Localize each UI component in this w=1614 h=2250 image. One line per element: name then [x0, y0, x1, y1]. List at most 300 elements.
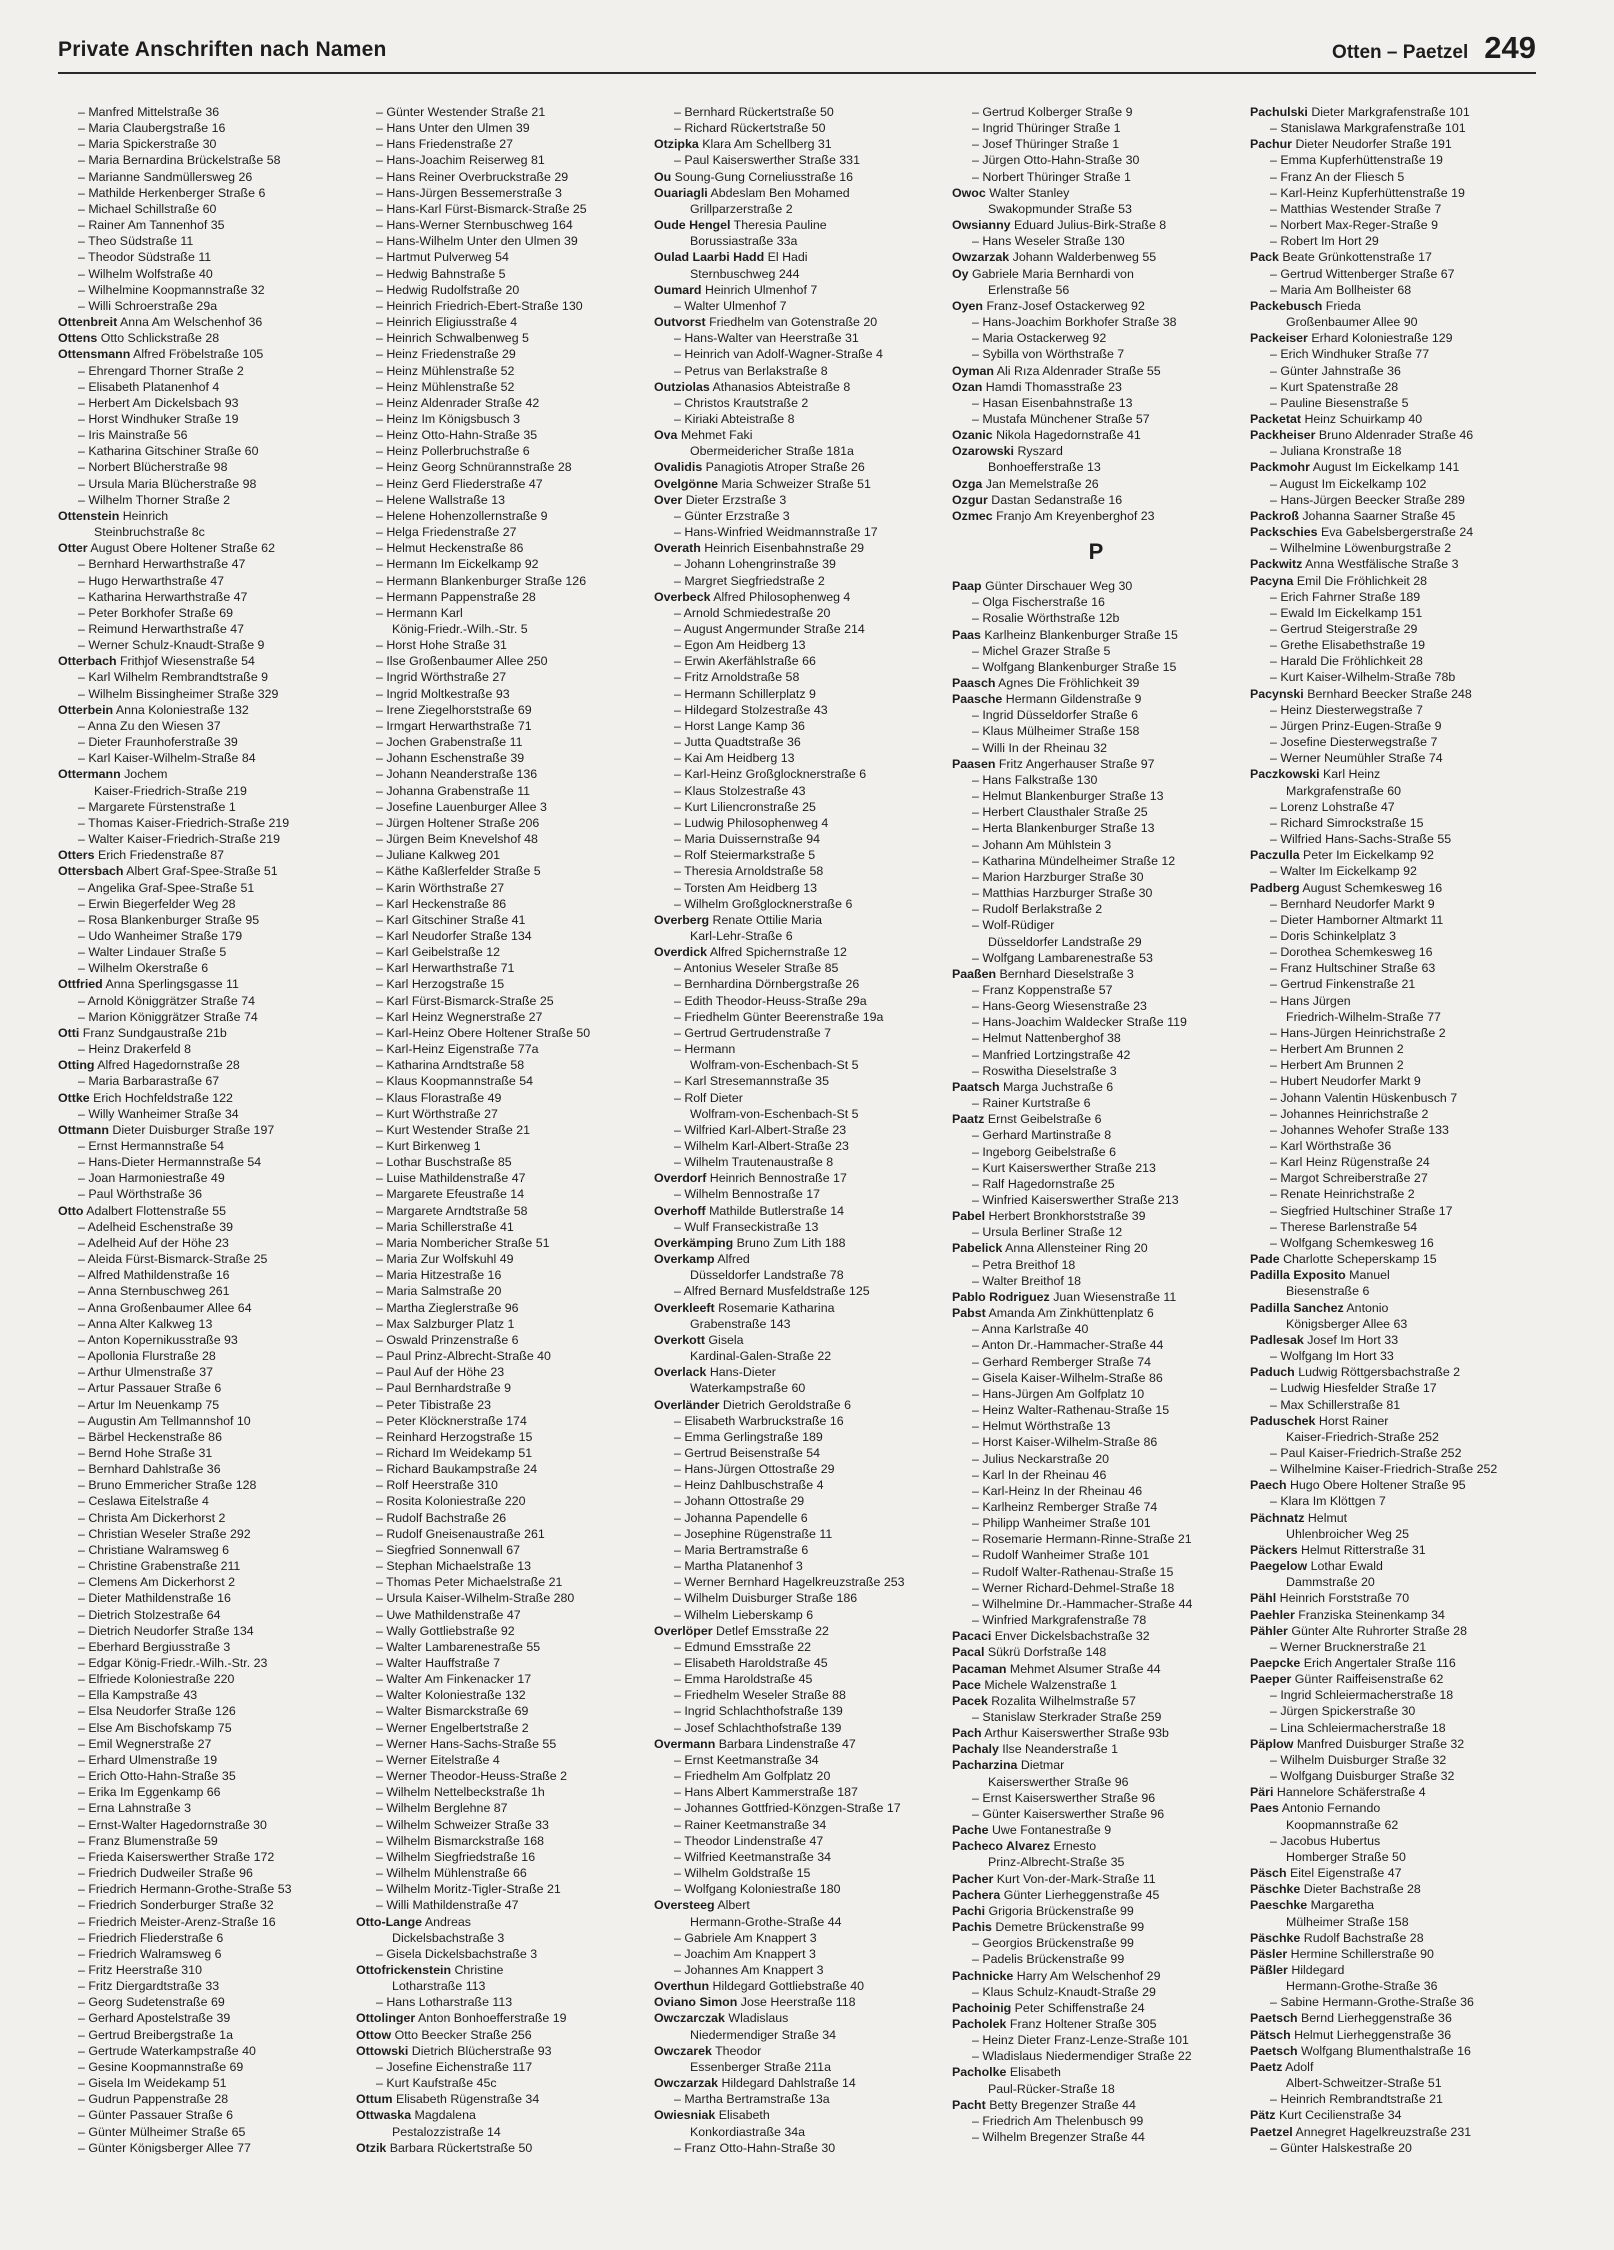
surname: Ouariagli	[654, 185, 708, 200]
entry-text: Friedrich Dudweiler Straße 96	[88, 1866, 253, 1881]
entry-text: Herbert Am Dickelsbach 93	[88, 395, 239, 410]
sub-entry	[654, 363, 942, 379]
sub-entry	[356, 653, 644, 669]
surname: Overkamp	[654, 1252, 715, 1267]
surname-entry	[58, 1057, 346, 1073]
surname: Paap	[952, 579, 982, 594]
entry-text: Hans-Georg Wiesenstraße 23	[982, 999, 1147, 1014]
surname-entry	[952, 1968, 1240, 1984]
sub-entry	[356, 1300, 644, 1316]
sub-entry	[58, 249, 346, 265]
sub-entry	[654, 799, 942, 815]
sub-entry	[1250, 815, 1538, 831]
entry-text: Mehmet Alsumer Straße 44	[1009, 1661, 1161, 1676]
entry-text: Waterkampstraße 60	[690, 1381, 806, 1396]
entry-text: Anton Bonhoefferstraße 19	[417, 2011, 567, 2026]
surname-entry	[952, 217, 1240, 233]
entry-text: Wilhelmine Dr.-Hammacher-Straße 44	[982, 1596, 1193, 1611]
surname: Päplow	[1250, 1736, 1294, 1751]
entry-text: Werner Schulz-Knaudt-Straße 9	[88, 638, 265, 653]
entry-text: Johannes Heinrichstraße 2	[1280, 1106, 1429, 1121]
sub-entry	[58, 1817, 346, 1833]
entry-text: Martha Bertramstraße 13a	[684, 2092, 830, 2107]
entry-text: Pauline Biesenstraße 5	[1280, 395, 1409, 410]
entry-text: Karl-Lehr-Straße 6	[690, 928, 793, 943]
surname: Paduch	[1250, 1365, 1295, 1380]
entry-text: Peter Tibistraße 23	[386, 1397, 492, 1412]
entry-text: Werner Neumühler Straße 74	[1280, 751, 1443, 766]
entry-text: Königsberger Allee 63	[1286, 1316, 1408, 1331]
entry-text: Wilfried Karl-Albert-Straße 23	[684, 1122, 847, 1137]
entry-text: Heinrich Friedrich-Ebert-Straße 130	[386, 298, 583, 313]
sub-entry	[654, 831, 942, 847]
surname: Pätsch	[1250, 2027, 1291, 2042]
sub-entry	[356, 976, 644, 992]
entry-text: Kaiser-Friedrich-Straße 219	[94, 783, 247, 798]
sub-entry	[952, 1806, 1240, 1822]
surname: Ottow	[356, 2027, 392, 2042]
page-number: 249	[1484, 30, 1536, 65]
entry-text: Kurt Kaiser-Wilhelm-Straße 78b	[1280, 670, 1456, 685]
sub-entry	[356, 1720, 644, 1736]
surname: Pacal	[952, 1645, 985, 1660]
sub-entry	[1250, 363, 1538, 379]
sub-entry	[654, 605, 942, 621]
sub-entry	[356, 1558, 644, 1574]
sub-entry	[356, 1138, 644, 1154]
entry-text: Heinrich Schwalbenweg 5	[386, 331, 529, 346]
entry-text: Michael Schillstraße 60	[88, 201, 217, 216]
sub-entry	[58, 1865, 346, 1881]
entry-text: Gertrud Beisenstraße 54	[684, 1445, 821, 1460]
entry-text: Dieter Erzstraße 3	[685, 492, 787, 507]
entry-text: Margarete Arndtstraße 58	[386, 1203, 528, 1218]
sub-entry	[58, 379, 346, 395]
entry-text: Friedhelm Günter Beerenstraße 19a	[684, 1009, 884, 1024]
sub-entry	[58, 1639, 346, 1655]
entry-text: Karl Heinz	[1323, 767, 1381, 782]
entry-text: Günter Lierheggenstraße 45	[1003, 1887, 1160, 1902]
sub-entry	[58, 2140, 346, 2156]
entry-text: Alfred	[717, 1252, 750, 1267]
entry-text: Anna Westfälische Straße 3	[1305, 557, 1459, 572]
sub-entry	[952, 707, 1240, 723]
sub-entry	[1250, 379, 1538, 395]
sub-entry	[58, 1752, 346, 1768]
surname: Ottum	[356, 2092, 393, 2107]
sub-entry	[58, 1930, 346, 1946]
sub-entry	[952, 1047, 1240, 1063]
entry-text: Johann Neanderstraße 136	[386, 767, 538, 782]
entry-text: Juliana Kronstraße 18	[1280, 444, 1402, 459]
sub-entry	[58, 2124, 346, 2140]
entry-text: Ilse Großenbaumer Allee 250	[386, 654, 548, 669]
entry-text: Annegret Hagelkreuzstraße 231	[1295, 2124, 1472, 2139]
sub-entry	[654, 152, 942, 168]
sub-entry	[356, 1090, 644, 1106]
address-continuation	[1250, 1526, 1538, 1542]
entry-text: Dieter Mathildenstraße 16	[88, 1591, 231, 1606]
sub-entry	[356, 1510, 644, 1526]
entry-text: Ceslawa Eitelstraße 4	[88, 1494, 209, 1509]
entry-text: Wilhelm Siegfriedstraße 16	[386, 1849, 536, 1864]
entry-text: Johann Valentin Hüskenbusch 7	[1280, 1090, 1458, 1105]
sub-entry	[58, 1219, 346, 1235]
address-continuation	[654, 266, 942, 282]
entry-text: Hans-Joachim Borkhofer Straße 38	[982, 315, 1177, 330]
surname-entry	[1250, 1251, 1538, 1267]
sub-entry	[58, 2091, 346, 2107]
entry-text: Roswitha Dieselstraße 3	[982, 1063, 1117, 1078]
sub-entry	[952, 2129, 1240, 2145]
entry-text: Anna Allensteiner Ring 20	[1005, 1241, 1148, 1256]
surname-entry	[1250, 136, 1538, 152]
sub-entry	[58, 1978, 346, 1994]
entry-text: Markgrafenstraße 60	[1286, 783, 1402, 798]
sub-entry	[654, 1526, 942, 1542]
entry-text: Uwe Fontanestraße 9	[991, 1823, 1112, 1838]
entry-text: Günter Alte Ruhrorter Straße 28	[1291, 1623, 1467, 1638]
sub-entry	[58, 282, 346, 298]
entry-text: Karl In der Rheinau 46	[982, 1467, 1107, 1482]
sub-entry	[1250, 960, 1538, 976]
surname: Otto	[58, 1203, 84, 1218]
surname: Owsianny	[952, 218, 1011, 233]
sub-entry	[1250, 266, 1538, 282]
surname-entry	[654, 427, 942, 443]
sub-entry	[356, 993, 644, 1009]
entry-text: Matthias Harzburger Straße 30	[982, 886, 1153, 901]
surname-entry	[1250, 766, 1538, 782]
entry-text: Steinbruchstraße 8c	[94, 525, 205, 540]
entry-text: Walter Ulmenhof 7	[684, 298, 787, 313]
entry-text: Gesine Koopmannstraße 69	[88, 2059, 244, 2074]
entry-text: Emma Gerlingstraße 189	[684, 1429, 823, 1444]
entry-text: Maria Schweizer Straße 51	[721, 476, 871, 491]
surname-entry	[952, 1903, 1240, 1919]
sub-entry	[356, 104, 644, 120]
entry-text: Jan Memelstraße 26	[985, 476, 1099, 491]
sub-entry	[58, 799, 346, 815]
sub-entry	[356, 1736, 644, 1752]
entry-text: Agnes Die Fröhlichkeit 39	[998, 676, 1140, 690]
surname: Ottmann	[58, 1122, 109, 1137]
sub-entry	[58, 1364, 346, 1380]
surname-entry	[654, 492, 942, 508]
entry-text: Paul Prinz-Albrecht-Straße 40	[386, 1349, 551, 1364]
sub-entry	[654, 1542, 942, 1558]
surname-entry	[952, 508, 1240, 524]
surname-entry	[1250, 2107, 1538, 2123]
surname: Packroß	[1250, 508, 1299, 523]
address-continuation	[654, 443, 942, 459]
entry-text: Nikola Hagedornstraße 41	[996, 428, 1141, 443]
surname: Ozga	[952, 476, 983, 491]
sub-entry	[952, 152, 1240, 168]
entry-text: Iris Mainstraße 56	[88, 428, 188, 443]
surname-entry	[1250, 1865, 1538, 1881]
sub-entry	[654, 847, 942, 863]
entry-text: Wilhelm Duisburger Straße 32	[1280, 1752, 1447, 1767]
entry-text: Albert	[717, 1898, 750, 1913]
address-continuation	[654, 2124, 942, 2140]
entry-text: Artur Im Neuenkamp 75	[87, 1397, 220, 1412]
sub-entry	[356, 169, 644, 185]
entry-text: Ewald Im Eickelkamp 151	[1280, 605, 1423, 620]
entry-text: Dietrich Neudorfer Straße 134	[88, 1623, 254, 1638]
address-continuation	[654, 1380, 942, 1396]
sub-entry	[58, 1526, 346, 1542]
entry-text: Manfried Lortzingstraße 42	[982, 1047, 1131, 1062]
entry-text: Wolfgang Lambarenestraße 53	[982, 950, 1153, 965]
surname-entry	[654, 1300, 942, 1316]
surname: Packschies	[1250, 525, 1318, 540]
surname-entry	[952, 1079, 1240, 1095]
surname-entry	[952, 1240, 1240, 1256]
entry-text: Hans-Karl Fürst-Bismarck-Straße 25	[386, 201, 587, 216]
sub-entry	[356, 1493, 644, 1509]
sub-entry	[1250, 928, 1538, 944]
entry-text: Wilhelm Berglehne 87	[386, 1801, 508, 1816]
entry-text: Christine	[454, 1962, 504, 1977]
entry-text: Hermine Schillerstraße 90	[1290, 1946, 1434, 1961]
sub-entry	[1250, 476, 1538, 492]
sub-entry	[58, 120, 346, 136]
entry-text: Ludwig Philosophenweg 4	[684, 815, 829, 830]
sub-entry	[356, 282, 644, 298]
surname-entry	[952, 691, 1240, 707]
surname: Padilla Sanchez	[1250, 1300, 1344, 1315]
surname: Pabst	[952, 1306, 986, 1321]
entry-text: Johanna Grabenstraße 11	[386, 783, 531, 798]
surname-entry	[654, 1203, 942, 1219]
entry-text: Bonhoefferstraße 13	[988, 460, 1101, 475]
sub-entry	[1250, 750, 1538, 766]
entry-text: Lothar Buschstraße 85	[386, 1155, 512, 1170]
surname-entry	[654, 185, 942, 201]
entry-text: Irmgart Herwarthstraße 71	[386, 718, 532, 733]
entry-text: Borussiastraße 33a	[690, 234, 798, 249]
entry-text: Elisabeth Haroldstraße 45	[684, 1656, 828, 1670]
entry-text: Marga Juchstraße 6	[1002, 1079, 1114, 1094]
entry-text: Rudolf Bachstraße 28	[1303, 1930, 1424, 1945]
entry-text: Ludwig Hiesfelder Straße 17	[1280, 1381, 1437, 1396]
surname: Ozmec	[952, 508, 993, 523]
entry-text: Ingrid Düsseldorfer Straße 6	[982, 708, 1138, 723]
address-continuation	[654, 233, 942, 249]
sub-entry	[58, 993, 346, 1009]
entry-text: Manfred Mittelstraße 36	[88, 105, 220, 119]
sub-entry	[1250, 1348, 1538, 1364]
surname: Pachis	[952, 1920, 992, 1935]
entry-text: Günter Raiffeisenstraße 62	[1294, 1672, 1444, 1687]
sub-entry	[356, 492, 644, 508]
entry-text: Grabenstraße 143	[690, 1316, 791, 1331]
surname-entry	[58, 976, 346, 992]
entry-text: Mathilde Herkenberger Straße 6	[88, 185, 266, 200]
sub-entry	[58, 169, 346, 185]
surname-entry	[654, 249, 942, 265]
entry-text: Friedhelm van Gotenstraße 20	[709, 315, 878, 330]
address-continuation	[1250, 1914, 1538, 1930]
surname: Pacht	[952, 2097, 986, 2112]
sub-entry	[654, 1510, 942, 1526]
address-continuation	[356, 1978, 644, 1994]
sub-entry	[356, 1671, 644, 1687]
sub-entry	[356, 346, 644, 362]
surname: Päsler	[1250, 1946, 1288, 1961]
surname-entry	[1250, 2043, 1538, 2059]
sub-entry	[1250, 233, 1538, 249]
surname-entry	[1250, 1300, 1538, 1316]
sub-entry	[356, 1186, 644, 1202]
surname: Ottermann	[58, 767, 121, 782]
entry-text: Horst Hohe Straße 31	[386, 638, 507, 653]
entry-text: Anna Karlstraße 40	[981, 1322, 1089, 1337]
entry-text: Eduard Julius-Birk-Straße 8	[1013, 218, 1167, 233]
surname-entry	[654, 589, 942, 605]
surname-entry	[952, 756, 1240, 772]
sub-entry	[1250, 1380, 1538, 1396]
sub-entry	[654, 1720, 942, 1736]
address-continuation	[1250, 1283, 1538, 1299]
sub-entry	[1250, 1219, 1538, 1235]
entry-text: Hans-Jürgen Ottostraße 29	[684, 1462, 835, 1477]
entry-text: Else Am Bischofskamp 75	[88, 1720, 232, 1735]
sub-entry	[58, 476, 346, 492]
sub-entry	[356, 605, 644, 621]
address-continuation	[1250, 783, 1538, 799]
entry-text: Emma Haroldstraße 45	[684, 1672, 813, 1687]
entry-text: Christos Krautstraße 2	[684, 395, 809, 410]
entry-text: Hans Weseler Straße 130	[982, 234, 1125, 249]
sub-entry	[654, 1607, 942, 1623]
entry-text: Adelheid Auf der Höhe 23	[87, 1235, 229, 1250]
sub-entry	[952, 1370, 1240, 1386]
surname-entry	[654, 217, 942, 233]
sub-entry	[654, 783, 942, 799]
entry-text: Josefine Eichenstraße 117	[386, 2059, 533, 2074]
sub-entry	[654, 556, 942, 572]
sub-entry	[356, 427, 644, 443]
entry-text: Stanislawa Markgrafenstraße 101	[1280, 121, 1466, 136]
entry-text: Franz-Josef Ostackerweg 92	[986, 298, 1145, 313]
entry-text: Karl Wörthstraße 36	[1280, 1139, 1392, 1153]
sub-entry	[654, 330, 942, 346]
surname: Overberg	[654, 912, 710, 927]
sub-entry	[58, 928, 346, 944]
sub-entry	[58, 492, 346, 508]
surname-entry	[58, 863, 346, 879]
sub-entry	[58, 734, 346, 750]
sub-entry	[1250, 1833, 1538, 1849]
sub-entry	[58, 1800, 346, 1816]
sub-entry	[1250, 1703, 1538, 1719]
entry-text: Barbara Lindenstraße 47	[718, 1736, 856, 1751]
surname: Ozgur	[952, 492, 988, 507]
entry-text: Helene Wallstraße 13	[386, 492, 506, 507]
address-continuation	[654, 2027, 942, 2043]
surname-entry	[952, 2097, 1240, 2113]
sub-entry	[952, 1515, 1240, 1531]
sub-entry	[654, 653, 942, 669]
entry-text: Antonio Fernando	[1281, 1801, 1381, 1816]
sub-entry	[654, 1009, 942, 1025]
sub-entry	[356, 896, 644, 912]
surname-entry	[1250, 1736, 1538, 1752]
sub-entry	[356, 815, 644, 831]
surname-entry	[952, 1644, 1240, 1660]
sub-entry	[356, 201, 644, 217]
surname: Owzarzak	[952, 250, 1010, 265]
sub-entry	[58, 1380, 346, 1396]
entry-text: Elisabeth	[1009, 2065, 1061, 2080]
sub-entry	[356, 1009, 644, 1025]
surname-entry	[952, 1871, 1240, 1887]
surname-entry	[654, 282, 942, 298]
entry-text: Rudolf Berlakstraße 2	[982, 902, 1103, 917]
sub-entry	[952, 1984, 1240, 2000]
entry-text: Karl Wilhelm Rembrandtstraße 9	[88, 670, 269, 685]
sub-entry	[1250, 896, 1538, 912]
surname: Overkleeft	[654, 1300, 715, 1315]
entry-text: Luise Mathildenstraße 47	[386, 1171, 526, 1186]
surname: Pachulski	[1250, 105, 1308, 119]
surname: Overthun	[654, 1979, 710, 1994]
entry-text: Heinz Walter-Rathenau-Straße 15	[982, 1403, 1170, 1418]
entry-text: Gertrud Breibergstraße 1a	[88, 2027, 233, 2042]
sub-entry	[952, 169, 1240, 185]
surname-entry	[1250, 1558, 1538, 1574]
surname-entry	[654, 540, 942, 556]
sub-entry	[356, 540, 644, 556]
entry-text: Horst Windhuker Straße 19	[88, 411, 239, 426]
entry-text: Peter Borkhofer Straße 69	[88, 605, 233, 620]
surname: Päschke	[1250, 1930, 1301, 1945]
sub-entry	[58, 1397, 346, 1413]
sub-entry	[58, 944, 346, 960]
surname: Pachnicke	[952, 1968, 1014, 1983]
sub-entry	[356, 1445, 644, 1461]
entry-text: Karl Neudorfer Straße 134	[386, 928, 532, 943]
entry-text: Karl Fürst-Bismarck-Straße 25	[386, 993, 554, 1008]
entry-text: Friedrich Walramsweg 6	[88, 1946, 222, 1961]
sub-entry	[1250, 718, 1538, 734]
surname: Padberg	[1250, 880, 1300, 895]
sub-entry	[952, 1580, 1240, 1596]
entry-text: Klara Am Schellberg 31	[702, 137, 832, 152]
surname: Packebusch	[1250, 298, 1323, 313]
surname: Pachaly	[952, 1742, 999, 1757]
entry-text: Lothar Ewald	[1310, 1559, 1383, 1574]
surname: Paetsch	[1250, 2043, 1298, 2058]
sub-entry	[952, 1434, 1240, 1450]
surname-entry	[952, 2064, 1240, 2080]
entry-text: August Obere Holtener Straße 62	[90, 541, 275, 556]
entry-text: Theodor Lindenstraße 47	[684, 1833, 824, 1848]
entry-text: Bernd Lierheggenstraße 36	[1300, 2011, 1452, 2026]
sub-entry	[356, 1203, 644, 1219]
entry-text: Rudolf Walter-Rathenau-Straße 15	[982, 1564, 1174, 1579]
entry-text: Wulf Franseckistraße 13	[684, 1219, 819, 1234]
entry-text: Ursula Berliner Straße 12	[982, 1225, 1123, 1240]
entry-text: Christiane Walramsweg 6	[88, 1542, 230, 1557]
surname: Otti	[58, 1025, 80, 1040]
sub-entry	[654, 1784, 942, 1800]
entry-text: Hubert Neudorfer Markt 9	[1280, 1074, 1421, 1089]
entry-text: Günter Kaiserswerther Straße 96	[982, 1806, 1165, 1821]
entry-text: Erika Im Eggenkamp 66	[88, 1785, 221, 1800]
